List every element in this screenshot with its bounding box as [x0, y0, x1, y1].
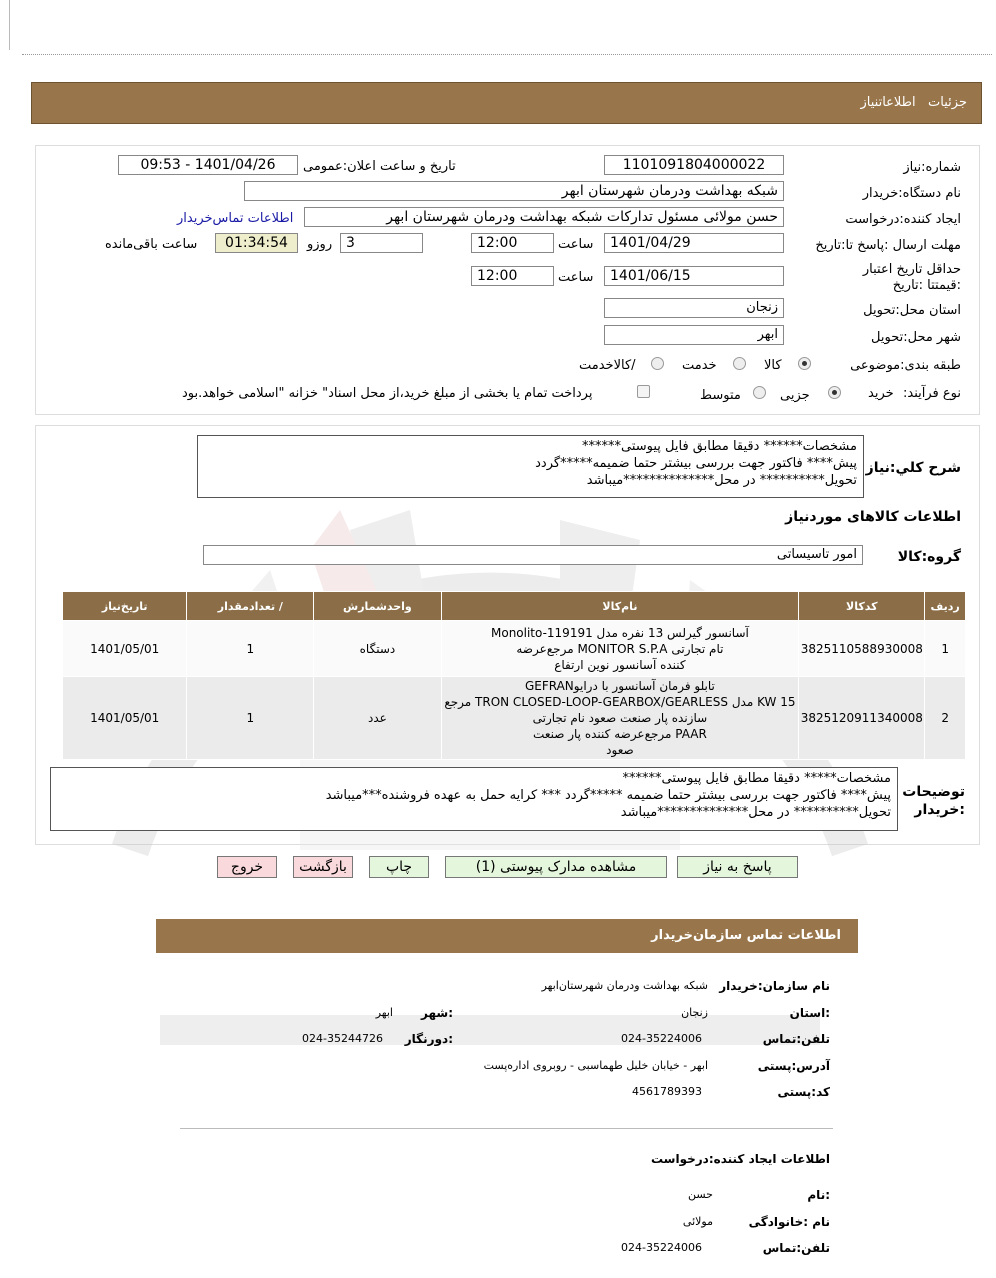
item-name-line: PAAR مرجع‌عرضه کننده پار صنعت — [533, 727, 707, 741]
summary-box — [197, 435, 864, 498]
purchase-minor-label: جزیی — [780, 388, 810, 403]
city-label: شهر محل:تحویل — [871, 330, 961, 345]
cell-name — [441, 677, 799, 760]
category-both-label: /کالاخدمت — [579, 358, 636, 373]
name-label: :نام — [807, 1188, 830, 1202]
notes-line-3: تحویل********** در محل**************میباشد — [620, 805, 891, 820]
col-unit: واحدشمارش — [314, 592, 441, 621]
deadline-time-label: ساعت — [558, 237, 594, 252]
buyer-field: شبکه بهداشت ودرمان شهرستان ابهر — [244, 181, 784, 201]
purchase-medium-radio[interactable] — [753, 386, 766, 399]
creator-phone-value: 024-35224006 — [621, 1241, 702, 1254]
cell-date: 1401/05/01 — [63, 621, 187, 677]
tab-details[interactable]: جزئیات — [928, 95, 967, 110]
province-label: استان محل:تحویل — [863, 303, 961, 318]
cell-code: 3825120911340008 — [799, 677, 925, 760]
summary-line-1: مشخصات****** دقیقا مطابق فایل پیوستی****** — [581, 439, 857, 454]
province-contact-value: زنجان — [681, 1006, 708, 1019]
goods-info-title: اطلاعات کالاهای موردنیاز — [785, 509, 961, 525]
attachments-button[interactable]: مشاهده مدارک پیوستی (1) — [445, 856, 667, 878]
cell-unit: دستگاه — [314, 621, 441, 677]
city-contact-label: :شهر — [421, 1006, 453, 1020]
contact-title: اطلاعات تماس سازمان‌خریدار — [651, 928, 841, 943]
summary-line-2: پیش**** فاکتور جهت بررسی بیشتر حتما ضمیمه*****گردد — [535, 456, 857, 471]
buyer-notes-label: توضیحات :خریدار — [902, 784, 965, 818]
province-field: زنجان — [604, 298, 784, 318]
purchase-minor-radio[interactable] — [828, 386, 841, 399]
table-row[interactable] — [63, 621, 966, 677]
buyer-contact-link[interactable]: اطلاعات تماس‌خریدار — [177, 211, 294, 226]
creator-info-title: اطلاعات ایجاد کننده:درخواست — [650, 1152, 830, 1166]
category-both-radio[interactable] — [651, 357, 664, 370]
reply-button[interactable]: پاسخ به نیاز — [677, 856, 798, 878]
item-name-line: صعود — [606, 743, 634, 757]
creator-label: ایجاد کننده:درخواست — [845, 212, 961, 227]
notes-line-2: پیش**** فاکتور جهت بررسی بیشتر حتما ضمیمه *****گردد *** کرایه حمل به عهده فروشنده***میباشد — [325, 788, 891, 803]
cell-name — [441, 621, 799, 677]
category-service-radio[interactable] — [733, 357, 746, 370]
back-button[interactable]: بازگشت — [293, 856, 353, 878]
city-contact-value: ابهر — [375, 1006, 393, 1019]
announce-field: 1401/04/26 - 09:53 — [118, 155, 298, 175]
notes-line-1: مشخصات***** دقیقا مطابق فایل پیوستی****** — [622, 771, 891, 786]
address-label: آدرس:پستی — [757, 1059, 830, 1073]
buyer-notes-box — [50, 767, 898, 831]
cell-date: 1401/05/01 — [63, 677, 187, 760]
announce-label: تاریخ و ساعت اعلان:عمومی — [303, 159, 456, 174]
col-name: نام‌کالا — [441, 592, 799, 621]
cell-qty: 1 — [187, 621, 314, 677]
creator-phone-label: تلفن:تماس — [762, 1241, 830, 1255]
cell-unit: عدد — [314, 677, 441, 760]
item-name-line: تام تجارتی MONITOR S.P.A مرجع‌عرضه — [516, 641, 724, 656]
col-code: کدکالا — [799, 592, 925, 621]
family-label: نام :خانوادگی — [748, 1215, 830, 1229]
tab-need-info[interactable]: اطلاعاتنیاز — [860, 95, 916, 110]
family-value: مولائی — [682, 1215, 713, 1228]
validity-date-field: 1401/06/15 — [604, 266, 784, 286]
remaining-label: ساعت باقی‌مانده — [105, 237, 198, 252]
days-label: روزو — [307, 237, 333, 252]
item-name-line: آسانسور گیرلس 13 نفره مدل Monolito-119191 — [491, 625, 749, 640]
col-qty: / تعدادمقدار — [187, 592, 314, 621]
summary-label: شرح کلي:نیاز — [865, 460, 961, 476]
category-goods-radio[interactable] — [798, 357, 811, 370]
contact-divider — [180, 1128, 833, 1129]
goods-group-field: امور تاسیساتی — [203, 545, 863, 565]
col-date: تاریخ‌نیاز — [63, 592, 187, 621]
validity-time-field: 12:00 — [471, 266, 554, 286]
validity-time-label: ساعت — [558, 270, 594, 285]
table-row[interactable] — [63, 677, 966, 760]
fax-value: 024-35244726 — [302, 1032, 383, 1045]
deadline-date-field: 1401/04/29 — [604, 233, 784, 253]
purchase-prefix: خرید — [868, 386, 894, 401]
purchase-medium-label: متوسط — [700, 388, 741, 403]
name-value: حسن — [688, 1188, 713, 1201]
postal-value: 4561789393 — [632, 1085, 702, 1098]
col-row: ردیف — [925, 592, 966, 621]
buyer-label: نام دستگاه:خریدار — [862, 186, 961, 201]
cell-row: 2 — [925, 677, 966, 760]
fax-label: :دورنگار — [404, 1032, 453, 1046]
org-value: شبکه بهداشت ودرمان شهرستان‌ابهر — [541, 979, 708, 992]
address-value: ابهر - خیابان خلیل طهماسبی - روبروی اداره‌پست — [483, 1059, 708, 1072]
remaining-time-field: 01:34:54 — [215, 233, 298, 253]
print-button[interactable]: چاپ — [369, 856, 429, 878]
city-field: ابهر — [604, 325, 784, 345]
page-border-line — [9, 0, 10, 50]
exit-button[interactable]: خروج — [217, 856, 277, 878]
item-name-line: تابلو فرمان آسانسور با درایوGEFRAN — [524, 679, 715, 693]
top-divider — [22, 54, 992, 55]
creator-field: حسن مولائی مسئول تدارکات شبکه بهداشت ودرمان شهرستان ابهر — [304, 207, 784, 227]
treasury-payment-label: پرداخت تمام یا بخشی از مبلغ خرید،از محل اسناد" خزانه "اسلامی خواهد.بود — [182, 386, 593, 401]
category-goods-label: کالا — [764, 358, 782, 373]
items-header-row — [63, 592, 966, 621]
postal-label: کد:پستی — [777, 1085, 830, 1099]
item-name-line: 15 KW مدل TRON CLOSED-LOOP-GEARBOX/GEARLESS مرجع — [444, 695, 796, 709]
need-number-label: شماره:نیاز — [903, 160, 961, 175]
cell-code: 3825110588930008 — [799, 621, 925, 677]
need-number-field: 1101091804000022 — [604, 155, 784, 175]
province-contact-label: :استان — [789, 1006, 830, 1020]
category-label: طبقه بندی:موضوعی — [850, 358, 961, 373]
cell-qty: 1 — [187, 677, 314, 760]
days-field: 3 — [340, 233, 423, 253]
category-service-label: خدمت — [682, 358, 717, 373]
purchase-type-label: نوع فرآیند: — [903, 386, 961, 401]
details-header-bar — [31, 82, 982, 124]
cell-row: 1 — [925, 621, 966, 677]
goods-group-label: گروه:کالا — [897, 549, 961, 565]
contact-header-bar — [156, 919, 858, 953]
phone-value: 024-35224006 — [621, 1032, 702, 1045]
validity-label: حداقل تاریخ اعتبار :قیمتتا :تاریخ — [862, 262, 961, 293]
item-name-line: سازنده پار صنعت صعود نام تجارتی — [532, 711, 708, 725]
org-label: نام سازمان:خریدار — [719, 979, 830, 993]
deadline-label: مهلت ارسال :پاسخ تا:تاریخ — [815, 238, 961, 253]
summary-line-3: تحویل********** در محل**************میباشد — [586, 473, 857, 488]
deadline-time-field: 12:00 — [471, 233, 554, 253]
items-table — [62, 591, 966, 760]
phone-label: تلفن:تماس — [762, 1032, 830, 1046]
treasury-payment-checkbox[interactable] — [637, 385, 650, 398]
item-name-line: کننده آسانسور نوین ارتفاع — [554, 657, 686, 672]
